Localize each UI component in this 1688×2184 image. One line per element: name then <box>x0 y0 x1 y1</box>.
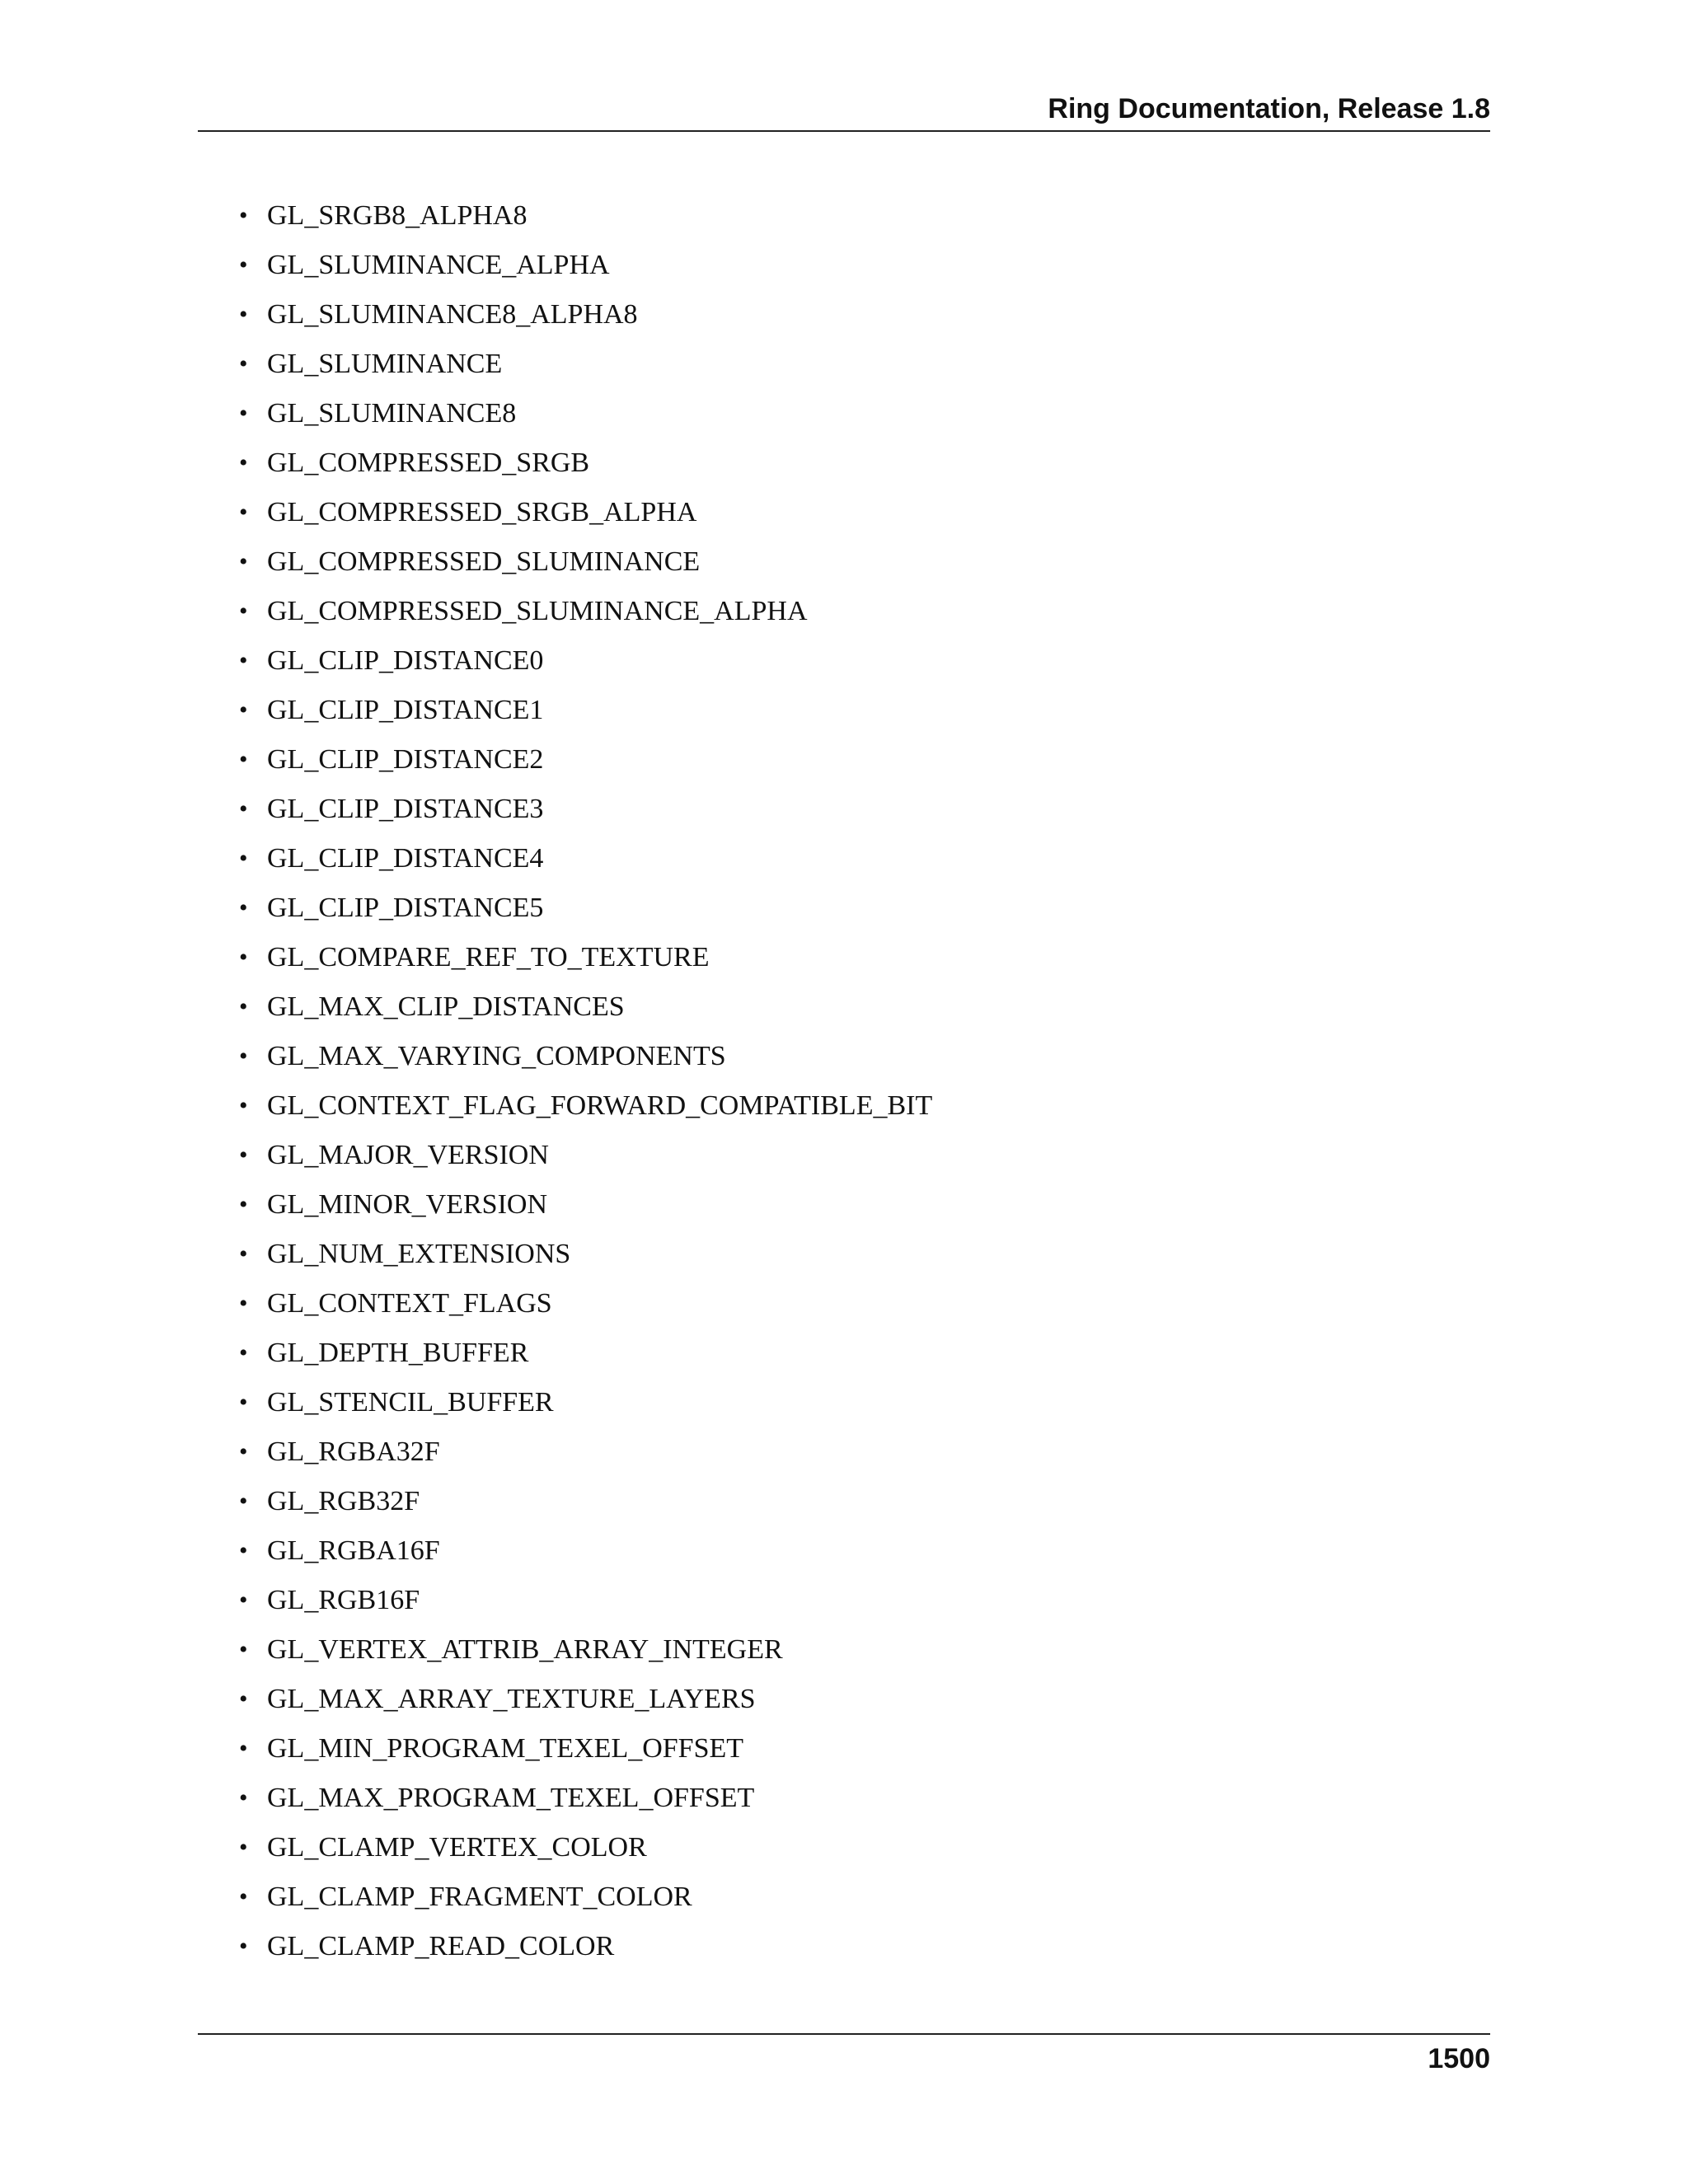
list-item-text: GL_CONTEXT_FLAG_FORWARD_COMPATIBLE_BIT <box>267 1090 933 1121</box>
list-item-text: GL_RGB16F <box>267 1585 420 1615</box>
page-number: 1500 <box>1428 2043 1490 2074</box>
list-item <box>239 546 932 595</box>
list-item-text: GL_MAX_VARYING_COMPONENTS <box>267 1041 726 1071</box>
list-item <box>239 199 932 249</box>
bullet-icon: • <box>239 499 248 526</box>
list-item-text: GL_CLIP_DISTANCE5 <box>267 893 544 923</box>
bullet-icon: • <box>239 746 248 773</box>
list-item-text: GL_SLUMINANCE8_ALPHA8 <box>267 299 638 330</box>
bullet-icon: • <box>239 1883 248 1910</box>
list-item <box>239 298 932 348</box>
list-item-text: GL_COMPRESSED_SLUMINANCE_ALPHA <box>267 596 808 626</box>
bullet-icon: • <box>239 1141 248 1169</box>
list-item-text: GL_CLIP_DISTANCE4 <box>267 843 544 874</box>
bullet-icon: • <box>239 1043 248 1070</box>
list-item-text: GL_MAX_PROGRAM_TEXEL_OFFSET <box>267 1783 755 1813</box>
list-item-text: GL_CLIP_DISTANCE0 <box>267 645 544 676</box>
list-item-text: GL_MAX_CLIP_DISTANCES <box>267 991 625 1022</box>
list-item-text: GL_DEPTH_BUFFER <box>267 1338 529 1368</box>
list-item <box>239 1782 932 1831</box>
list-item-text: GL_RGBA32F <box>267 1436 440 1467</box>
bullet-icon: • <box>239 350 248 377</box>
list-item <box>239 941 932 991</box>
list-item <box>239 694 932 743</box>
list-item <box>239 1881 932 1930</box>
bullet-icon: • <box>239 1092 248 1119</box>
bullet-icon: • <box>239 1191 248 1218</box>
list-item <box>239 1337 932 1386</box>
list-item <box>239 842 932 892</box>
bullet-icon: • <box>239 301 248 328</box>
list-item-text: GL_CLAMP_READ_COLOR <box>267 1931 615 1961</box>
list-item <box>239 1287 932 1337</box>
bullet-icon: • <box>239 400 248 427</box>
bullet-icon: • <box>239 1784 248 1811</box>
list-item-text: GL_STENCIL_BUFFER <box>267 1387 554 1418</box>
bullet-icon: • <box>239 1240 248 1268</box>
list-item <box>239 1732 932 1782</box>
list-item-text: GL_VERTEX_ATTRIB_ARRAY_INTEGER <box>267 1634 783 1665</box>
list-item <box>239 397 932 447</box>
list-item-text: GL_MIN_PROGRAM_TEXEL_OFFSET <box>267 1733 744 1764</box>
bullet-icon: • <box>239 696 248 724</box>
bullet-icon: • <box>239 1586 248 1614</box>
list-item-text: GL_SLUMINANCE <box>267 349 503 379</box>
bullet-icon: • <box>239 1389 248 1416</box>
list-item-text: GL_CLAMP_VERTEX_COLOR <box>267 1832 647 1863</box>
bullet-icon: • <box>239 598 248 625</box>
bullet-icon: • <box>239 1933 248 1960</box>
bullet-icon: • <box>239 1488 248 1515</box>
list-item-text: GL_RGB32F <box>267 1486 420 1516</box>
bullet-icon: • <box>239 548 248 575</box>
list-item-text: GL_COMPRESSED_SLUMINANCE <box>267 546 701 577</box>
bullet-icon: • <box>239 795 248 823</box>
list-item <box>239 595 932 644</box>
bullet-icon: • <box>239 449 248 476</box>
list-item-text: GL_COMPRESSED_SRGB <box>267 448 590 478</box>
list-item-text: GL_COMPARE_REF_TO_TEXTURE <box>267 942 710 972</box>
list-item <box>239 1485 932 1535</box>
list-item <box>239 1683 932 1732</box>
bullet-icon: • <box>239 1339 248 1366</box>
bullet-icon: • <box>239 251 248 279</box>
list-item <box>239 1238 932 1287</box>
list-item-text: GL_MAJOR_VERSION <box>267 1140 549 1170</box>
header-rule <box>198 130 1490 132</box>
list-item <box>239 1535 932 1584</box>
list-item <box>239 892 932 941</box>
list-item <box>239 1188 932 1238</box>
list-item <box>239 1040 932 1090</box>
bullet-icon: • <box>239 1537 248 1564</box>
list-item-text: GL_CLIP_DISTANCE2 <box>267 744 544 775</box>
list-item <box>239 496 932 546</box>
list-item <box>239 793 932 842</box>
bullet-icon: • <box>239 1834 248 1861</box>
list-item <box>239 1831 932 1881</box>
list-item <box>239 348 932 397</box>
list-item <box>239 1584 932 1633</box>
list-item <box>239 1436 932 1485</box>
list-item-text: GL_SRGB8_ALPHA8 <box>267 200 528 231</box>
bullet-icon: • <box>239 894 248 921</box>
list-item <box>239 447 932 496</box>
bullet-icon: • <box>239 944 248 971</box>
constant-list <box>239 199 932 1980</box>
bullet-icon: • <box>239 1685 248 1713</box>
list-item <box>239 743 932 793</box>
list-item-text: GL_CLIP_DISTANCE1 <box>267 695 544 725</box>
bullet-icon: • <box>239 993 248 1020</box>
bullet-icon: • <box>239 1735 248 1762</box>
bullet-icon: • <box>239 845 248 872</box>
bullet-icon: • <box>239 1636 248 1663</box>
list-item <box>239 1139 932 1188</box>
list-item <box>239 1090 932 1139</box>
list-item-text: GL_SLUMINANCE8 <box>267 398 517 429</box>
page-header-title: Ring Documentation, Release 1.8 <box>1048 93 1490 124</box>
list-item-text: GL_SLUMINANCE_ALPHA <box>267 250 610 280</box>
list-item-text: GL_CONTEXT_FLAGS <box>267 1288 552 1319</box>
list-item-text: GL_MAX_ARRAY_TEXTURE_LAYERS <box>267 1684 756 1714</box>
list-item-text: GL_COMPRESSED_SRGB_ALPHA <box>267 497 697 527</box>
list-item <box>239 1386 932 1436</box>
list-item <box>239 1930 932 1980</box>
list-item <box>239 991 932 1040</box>
list-item-text: GL_CLIP_DISTANCE3 <box>267 794 544 824</box>
bullet-icon: • <box>239 647 248 674</box>
list-item-text: GL_MINOR_VERSION <box>267 1189 547 1220</box>
bullet-icon: • <box>239 1438 248 1465</box>
footer-rule <box>198 2033 1490 2035</box>
list-item <box>239 1633 932 1683</box>
list-item-text: GL_CLAMP_FRAGMENT_COLOR <box>267 1882 692 1912</box>
list-item-text: GL_RGBA16F <box>267 1535 440 1566</box>
list-item-text: GL_NUM_EXTENSIONS <box>267 1239 571 1269</box>
list-item <box>239 249 932 298</box>
list-item <box>239 644 932 694</box>
bullet-icon: • <box>239 1290 248 1317</box>
bullet-icon: • <box>239 202 248 229</box>
